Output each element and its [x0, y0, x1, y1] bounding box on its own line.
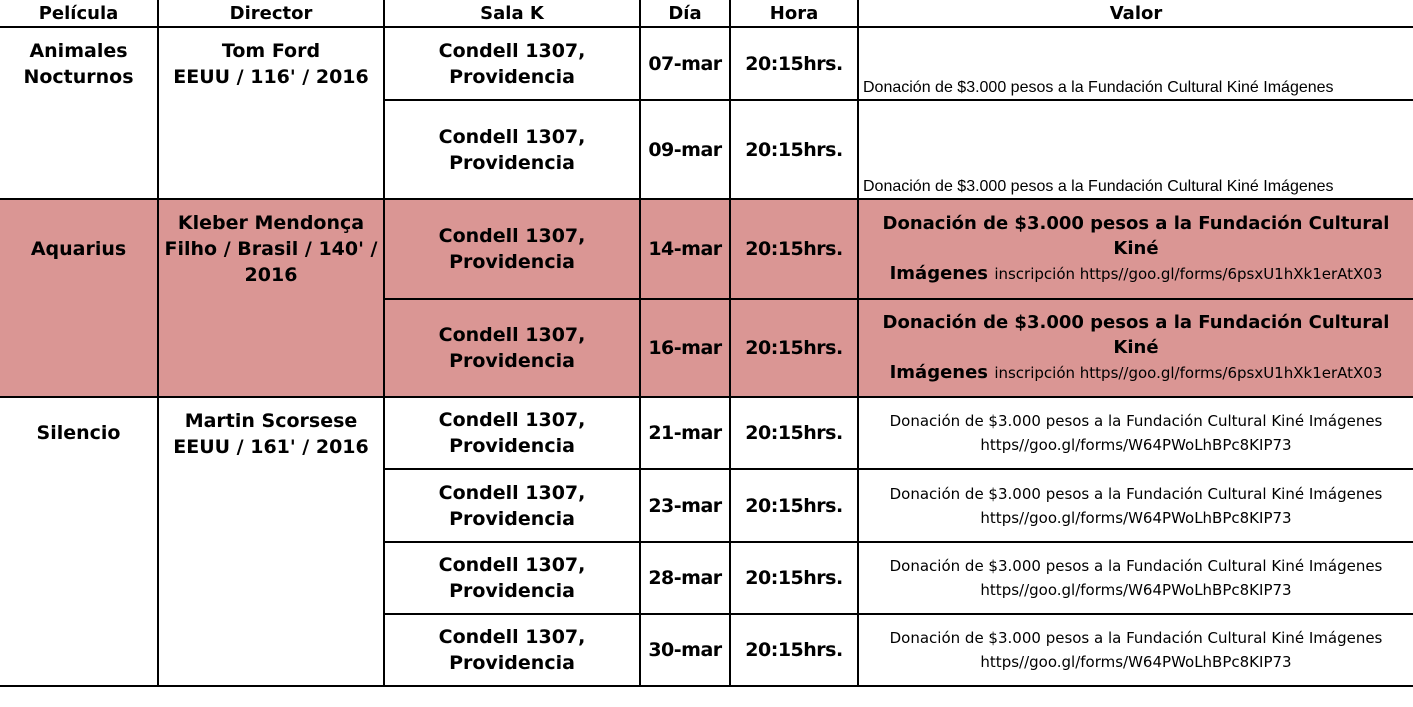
- valor-text-end: Imágenes: [889, 362, 989, 383]
- valor-text-cont: [861, 360, 1411, 386]
- sala-address: Condell 1307,: [438, 481, 586, 504]
- header-row: [0, 0, 1413, 27]
- dia-cell: 14-mar: [640, 199, 730, 299]
- film-title-cell: [0, 199, 158, 397]
- valor-cell: [858, 397, 1413, 469]
- sala-address: Condell 1307,: [438, 225, 586, 247]
- dia-cell: 09-mar: [640, 100, 730, 199]
- dia-cell: 23-mar: [640, 469, 730, 542]
- director-cell: [158, 199, 384, 397]
- sala-cell: [384, 614, 640, 686]
- inscripcion-link[interactable]: https//goo.gl/forms/W64PWoLhBPc8KIP73: [980, 508, 1292, 527]
- sala-district: Providencia: [449, 350, 575, 372]
- valor-text: Donación de $3.000 pesos a la Fundación Cultural Kiné Imágenes: [889, 412, 1383, 430]
- director-cell: [158, 397, 384, 686]
- valor-text: Donación de $3.000 pesos a la Fundación Cultural Kiné Imágenes: [889, 484, 1383, 503]
- valor-cell: Donación de $3.000 pesos a la Fundación Cultural Kiné Imágenes: [858, 27, 1413, 100]
- header-hora: Hora: [730, 0, 858, 27]
- dia-cell: 07-mar: [640, 27, 730, 100]
- hora-cell: 20:15hrs.: [730, 397, 858, 469]
- film-title-cell: [0, 27, 158, 199]
- sala-district: Providencia: [449, 652, 575, 674]
- film-title: Silencio: [36, 422, 121, 444]
- sala-district: Providencia: [449, 507, 575, 530]
- sala-district: Providencia: [449, 580, 575, 602]
- header-valor: Valor: [858, 0, 1413, 27]
- film-title-cell: [0, 397, 158, 686]
- sala-cell: [384, 27, 640, 100]
- header-sala: Sala K: [384, 0, 640, 27]
- sala-address: Condell 1307,: [438, 324, 586, 346]
- inscripcion-link[interactable]: https//goo.gl/forms/W64PWoLhBPc8KIP73: [980, 436, 1292, 454]
- sala-address: Condell 1307,: [438, 554, 586, 576]
- valor-text: Donación de $3.000 pesos a la Fundación Cultural Kiné: [882, 312, 1390, 358]
- valor-cell: Donación de $3.000 pesos a la Fundación Cultural Kiné Imágenes: [858, 100, 1413, 199]
- hora-cell: 20:15hrs.: [730, 614, 858, 686]
- director-cell: [158, 27, 384, 199]
- inscripcion-link[interactable]: inscripción https//goo.gl/forms/6psxU1hXk1erAtX03: [994, 265, 1383, 283]
- director-details: EEUU / 116' / 2016: [173, 66, 369, 88]
- dia-cell: 30-mar: [640, 614, 730, 686]
- valor-text: Donación de $3.000 pesos a la Fundación Cultural Kiné: [882, 213, 1390, 259]
- sala-cell: [384, 100, 640, 199]
- table-row: [0, 199, 1413, 299]
- inscripcion-link[interactable]: inscripción https//goo.gl/forms/6psxU1hXk1erAtX03: [994, 364, 1383, 382]
- sala-address: Condell 1307,: [438, 409, 586, 431]
- sala-district: Providencia: [449, 435, 575, 457]
- valor-cell: [858, 542, 1413, 614]
- hora-cell: 20:15hrs.: [730, 542, 858, 614]
- director-name: Martin Scorsese: [184, 410, 358, 432]
- valor-text-end: Imágenes: [889, 263, 989, 284]
- sala-cell: [384, 542, 640, 614]
- valor-text: Donación de $3.000 pesos a la Fundación Cultural Kiné Imágenes: [889, 629, 1383, 647]
- hora-cell: 20:15hrs.: [730, 199, 858, 299]
- director-details: EEUU / 161' / 2016: [173, 436, 369, 458]
- dia-cell: 16-mar: [640, 299, 730, 397]
- director-year: 2016: [244, 264, 298, 286]
- valor-cell: [858, 299, 1413, 397]
- table-row: [0, 27, 1413, 100]
- sala-district: Providencia: [449, 65, 575, 88]
- sala-address: Condell 1307,: [438, 39, 586, 62]
- dia-cell: 28-mar: [640, 542, 730, 614]
- inscripcion-link[interactable]: https//goo.gl/forms/W64PWoLhBPc8KIP73: [980, 653, 1292, 671]
- director-name: Kleber Mendonça: [177, 212, 365, 234]
- sala-cell: [384, 199, 640, 299]
- sala-district: Providencia: [449, 251, 575, 273]
- sala-cell: [384, 299, 640, 397]
- dia-cell: 21-mar: [640, 397, 730, 469]
- valor-cell: [858, 469, 1413, 542]
- film-title: Aquarius: [30, 238, 127, 260]
- film-title: Animales: [29, 40, 128, 62]
- sala-cell: [384, 469, 640, 542]
- header-pelicula: Película: [0, 0, 158, 27]
- sala-address: Condell 1307,: [438, 626, 586, 648]
- hora-cell: 20:15hrs.: [730, 27, 858, 100]
- valor-text: Donación de $3.000 pesos a la Fundación Cultural Kiné Imágenes: [889, 557, 1383, 575]
- hora-cell: 20:15hrs.: [730, 469, 858, 542]
- hora-cell: 20:15hrs.: [730, 299, 858, 397]
- sala-cell: [384, 397, 640, 469]
- valor-text-cont: [861, 261, 1411, 287]
- valor-cell: [858, 614, 1413, 686]
- inscripcion-link[interactable]: https//goo.gl/forms/W64PWoLhBPc8KIP73: [980, 581, 1292, 599]
- valor-cell: [858, 199, 1413, 299]
- director-details: Filho / Brasil / 140' /: [164, 238, 378, 260]
- hora-cell: 20:15hrs.: [730, 100, 858, 199]
- table-row: [0, 397, 1413, 469]
- sala-address: Condell 1307,: [438, 125, 586, 148]
- director-name: Tom Ford: [221, 40, 321, 62]
- film-title: Nocturnos: [23, 66, 134, 88]
- header-dia: Día: [640, 0, 730, 27]
- sala-district: Providencia: [449, 151, 575, 174]
- header-director: Director: [158, 0, 384, 27]
